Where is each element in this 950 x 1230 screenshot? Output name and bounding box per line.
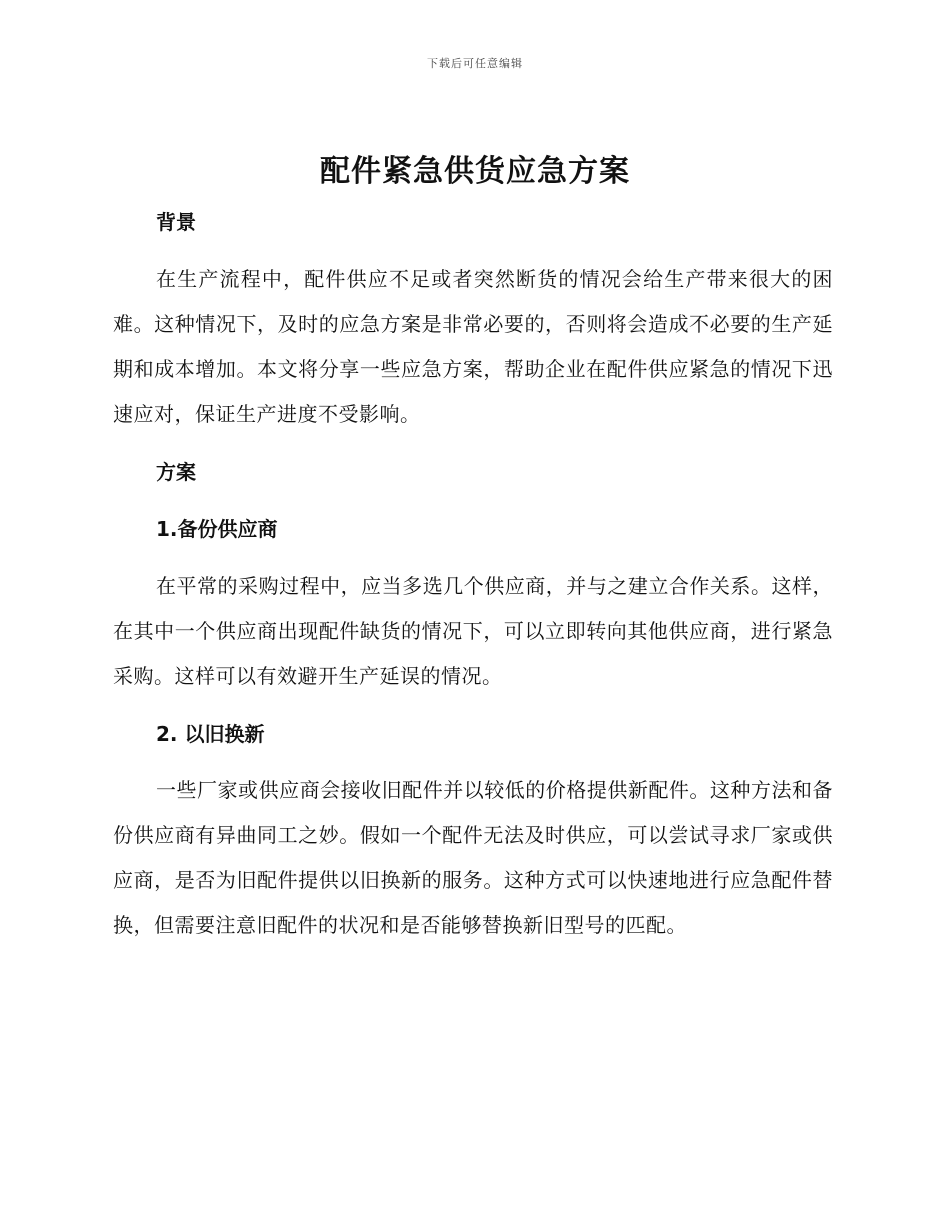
header-note: 下载后可任意编辑 [427, 57, 523, 70]
paragraph-trade-in: 一些厂家或供应商会接收旧配件并以较低的价格提供新配件。这种方法和备份供应商有异曲同工之妙。假如一个配件无法及时供应，可以尝试寻求厂家或供应商，是否为旧配件提供以旧换新的服务。这种方式可以快速地进行应急配件替换，但需要注意旧配件的状况和是否能够替换新旧型号的匹配。 [113, 778, 833, 937]
paragraph-background: 在生产流程中，配件供应不足或者突然断货的情况会给生产带来很大的困难。这种情况下，及时的应急方案是非常必要的，否则将会造成不必要的生产延期和成本增加。本文将分享一些应急方案，帮助企业在配件供应紧急的情况下迅速应对，保证生产进度不受影响。 [113, 267, 833, 426]
section-heading-plan: 方案 [156, 460, 196, 484]
paragraph-backup-supplier: 在平常的采购过程中，应当多选几个供应商，并与之建立合作关系。这样，在其中一个供应商出现配件缺货的情况下，可以立即转向其他供应商，进行紧急采购。这样可以有效避开生产延误的情况。 [113, 574, 833, 688]
section-heading-background: 背景 [156, 210, 196, 234]
subsection-heading-backup-supplier: 1.备份供应商 [156, 517, 278, 541]
subsection-heading-trade-in: 2. 以旧换新 [156, 722, 265, 746]
document-title: 配件紧急供货应急方案 [320, 154, 630, 189]
